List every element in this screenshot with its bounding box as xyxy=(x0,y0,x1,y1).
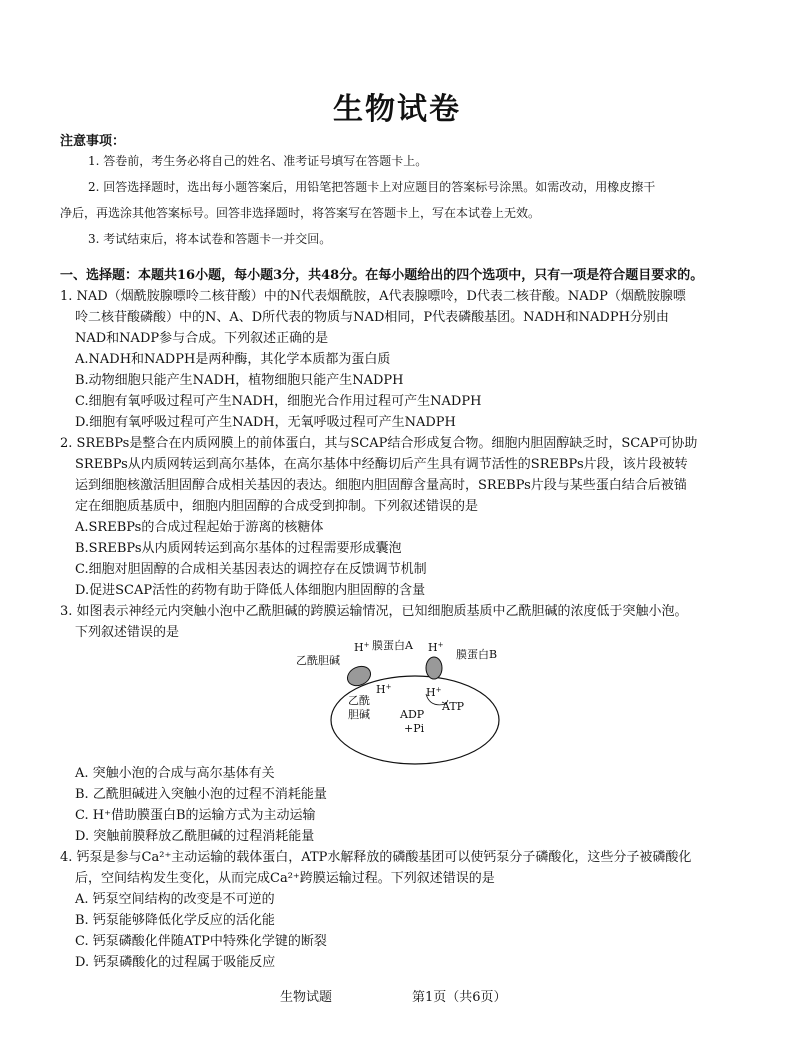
q4-option-c: C. 钙泵磷酸化伴随ATP中特殊化学键的断裂 xyxy=(75,934,327,949)
notice-item-1: 1. 答卷前，考生务必将自己的姓名、准考证号填写在答题卡上。 xyxy=(88,154,428,168)
q3-stem-line: 3. 如图表示神经元内突触小泡中乙酰胆碱的跨膜运输情况，已知细胞质基质中乙酰胆碱的浓度低于突触小泡。 xyxy=(60,604,688,619)
membrane-protein-a xyxy=(344,663,373,689)
q4-option-d: D. 钙泵磷酸化的过程属于吸能反应 xyxy=(75,955,276,970)
q1-option-b: B.动物细胞只能产生NADH，植物细胞只能产生NADPH xyxy=(75,373,404,388)
section-heading: 一、选择题：本题共16小题，每小题3分，共48分。在每小题给出的四个选项中，只有一项是符合题目要求的。 xyxy=(60,268,704,283)
diagram-adp: ADP xyxy=(400,708,425,721)
q3-stem-line: 下列叙述错误的是 xyxy=(75,625,180,640)
q2-option-c: C.细胞对胆固醇的合成相关基因表达的调控存在反馈调节机制 xyxy=(75,562,427,577)
notice-heading: 注意事项： xyxy=(60,134,126,149)
q2-option-b: B.SREBPs从内质网转运到高尔基体的过程需要形成囊泡 xyxy=(75,541,402,556)
q1-option-d: D.细胞有氧呼吸过程可产生NADH，无氧呼吸过程可产生NADPH xyxy=(75,415,456,430)
question-1 xyxy=(60,286,740,433)
footer-page-number: 第1页（共6页） xyxy=(412,990,507,1005)
question-4 xyxy=(60,847,740,973)
diagram-h-a: H+ xyxy=(354,641,370,654)
q3-option-d: D. 突触前膜释放乙酰胆碱的过程消耗能量 xyxy=(75,829,315,844)
diagram-protein-b-label: 膜蛋白B xyxy=(456,648,498,661)
notice-item-3: 3. 考试结束后，将本试卷和答题卡一并交回。 xyxy=(88,232,332,246)
notice-item-2-cont: 净后，再选涂其他答案标号。回答非选择题时，将答案写在答题卡上，写在本试卷上无效。 xyxy=(60,206,541,220)
q3-option-b: B. 乙酰胆碱进入突触小泡的过程不消耗能量 xyxy=(75,787,327,802)
question-2 xyxy=(60,433,740,601)
question-3-options xyxy=(60,763,740,847)
q2-option-d: D.促进SCAP活性的药物有助于降低人体细胞内胆固醇的含量 xyxy=(75,583,426,598)
q1-stem-line: 1. NAD（烟酰胺腺嘌呤二核苷酸）中的N代表烟酰胺，A代表腺嘌呤，D代表二核苷酸。NADP（烟酰胺腺嘌 xyxy=(60,289,686,304)
diagram-h-inside-b: H+ xyxy=(426,686,442,699)
q2-option-a: A.SREBPs的合成过程起始于游离的核糖体 xyxy=(75,520,324,535)
q4-stem-line: 后，空间结构发生变化，从而完成Ca²⁺跨膜运输过程。下列叙述错误的是 xyxy=(75,871,495,886)
q1-option-a: A.NADH和NADPH是两种酶，其化学本质都为蛋白质 xyxy=(75,352,391,367)
diagram-atp: ATP xyxy=(442,700,465,713)
q4-option-b: B. 钙泵能够降低化学反应的活化能 xyxy=(75,913,275,928)
diagram-ach-outside: 乙酰胆碱 xyxy=(296,654,340,667)
q3-option-c: C. H⁺借助膜蛋白B的运输方式为主动运输 xyxy=(75,808,316,823)
diagram-protein-a-label: 膜蛋白A xyxy=(372,639,413,652)
diagram-ach-inside-2: 胆碱 xyxy=(348,708,370,721)
q4-option-a: A. 钙泵空间结构的改变是不可逆的 xyxy=(75,892,275,907)
question-3 xyxy=(60,601,740,643)
diagram-h-inside-a: H+ xyxy=(376,683,392,696)
diagram-ach-inside-1: 乙酰 xyxy=(348,694,370,707)
q1-stem-line: 呤二核苷酸磷酸）中的N、A、D所代表的物质与NAD相同，P代表磷酸基团。NADH和NADPH分别由 xyxy=(75,310,669,325)
q1-option-c: C.细胞有氧呼吸过程可产生NADH，细胞光合作用过程可产生NADPH xyxy=(75,394,482,409)
membrane-protein-b xyxy=(426,657,442,679)
diagram-h-b: H+ xyxy=(428,641,444,654)
q4-stem-line: 4. 钙泵是参与Ca²⁺主动运输的载体蛋白，ATP水解释放的磷酸基团可以使钙泵分子磷酸化，这些分子被磷酸化 xyxy=(60,850,692,865)
q2-stem-line: 运到细胞核激活胆固醇合成相关基因的表达。细胞内胆固醇含量高时，SREBPs片段与某些蛋白结合后被锚 xyxy=(75,478,687,493)
footer-subject: 生物试题 xyxy=(280,990,333,1005)
q2-stem-line: 2. SREBPs是整合在内质网膜上的前体蛋白，其与SCAP结合形成复合物。细胞内胆固醇缺乏时，SCAP可协助 xyxy=(60,436,698,451)
q2-stem-line: SREBPs从内质网转运到高尔基体，在高尔基体中经酶切后产生具有调节活性的SREBPs片段，该片段被转 xyxy=(75,457,688,472)
q2-stem-line: 定在细胞质基质中，细胞内胆固醇的合成受到抑制。下列叙述错误的是 xyxy=(75,499,479,514)
page-title: 生物试卷 xyxy=(333,92,461,127)
q3-option-a: A. 突触小泡的合成与高尔基体有关 xyxy=(75,766,275,781)
diagram-pi: +Pi xyxy=(404,722,425,735)
q1-stem-line: NAD和NADP参与合成。下列叙述正确的是 xyxy=(75,331,329,346)
notice-item-2: 2. 回答选择题时，选出每小题答案后，用铅笔把答题卡上对应题目的答案标号涂黑。如需改动，用橡皮擦干 xyxy=(88,180,656,194)
synaptic-vesicle-diagram xyxy=(296,638,500,766)
